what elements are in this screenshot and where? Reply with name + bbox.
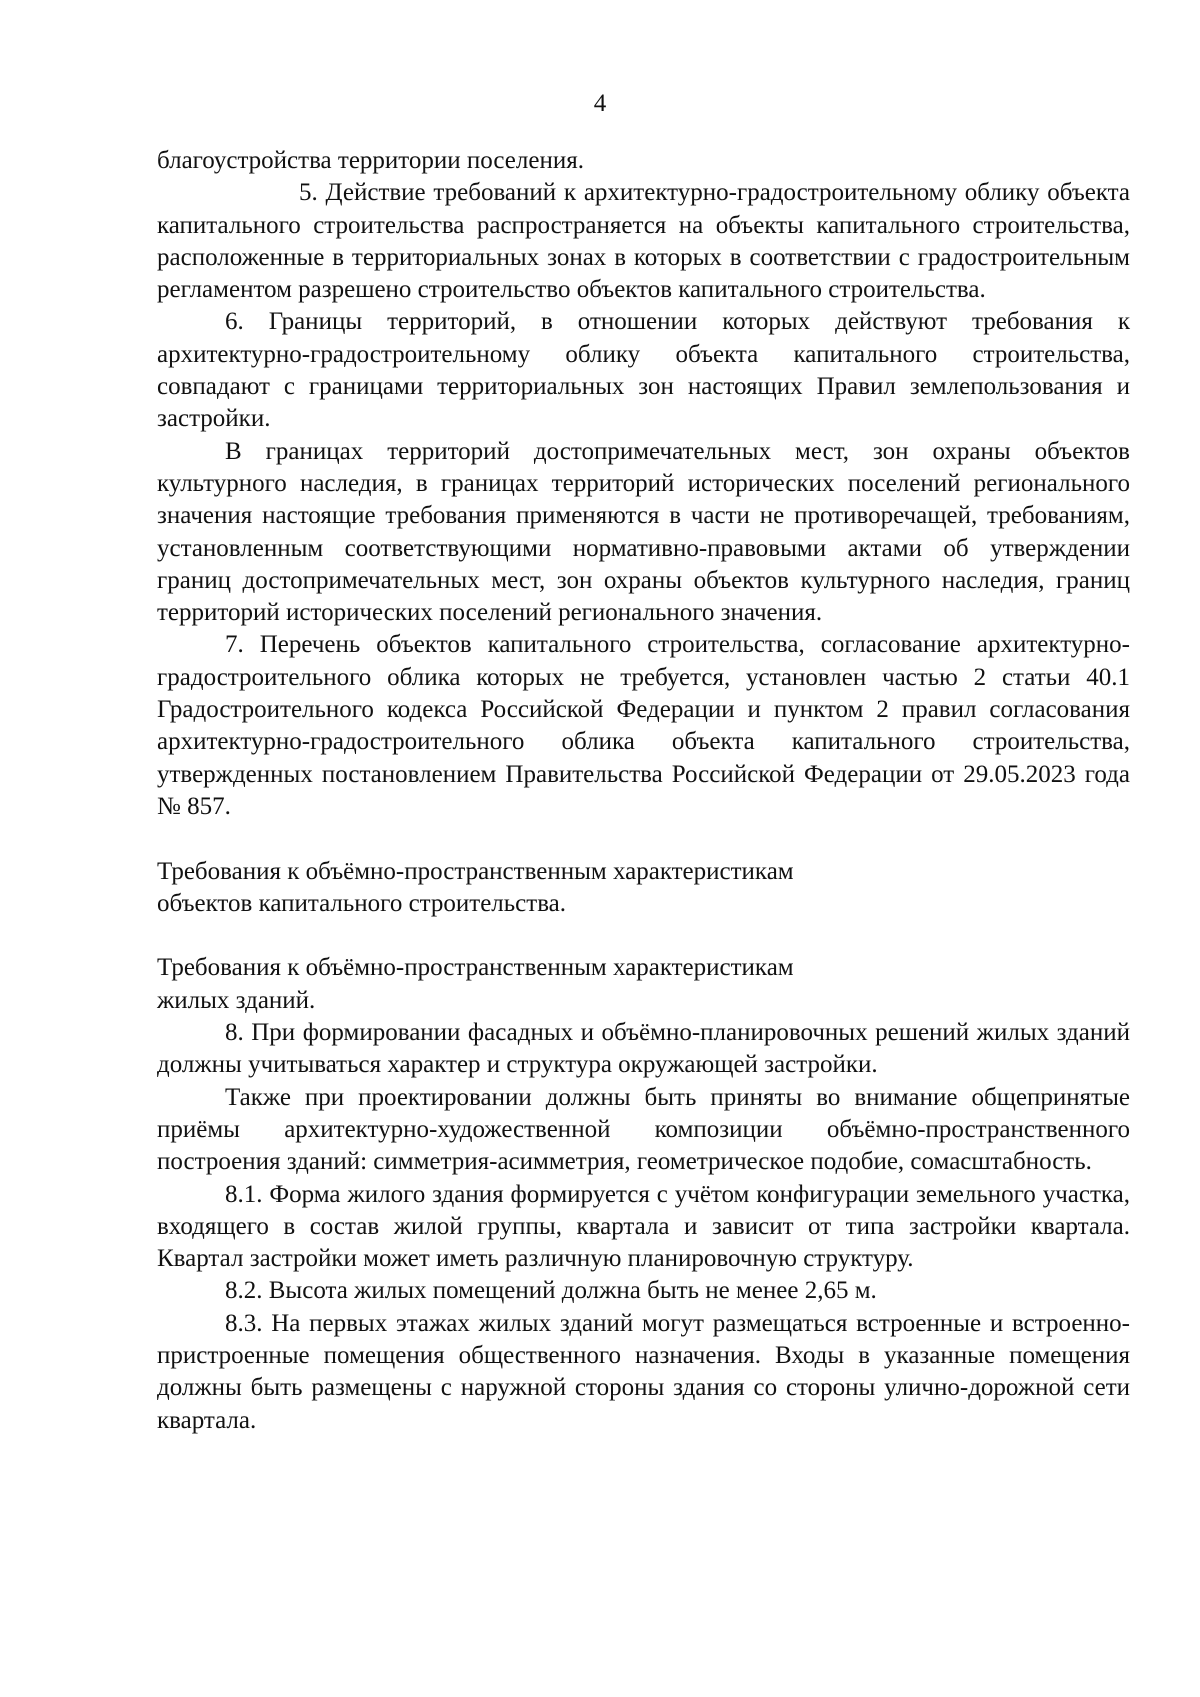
- paragraph-composition: Также при проектировании должны быть приняты во внимание общепринятые приёмы архитектурно-художественной композиции объёмно-пространственного построения зданий: симметрия-асимметрия, геометрическое подобие, сомасштабность.: [157, 1083, 1130, 1176]
- page-number: 4: [593, 90, 607, 117]
- document-body: [157, 145, 1130, 1437]
- paragraph-item-8-2: 8.2. Высота жилых помещений должна быть не менее 2,65 м.: [225, 1277, 877, 1305]
- paragraph-item-5: 5. Действие требований к архитектурно-градостроительному облику объекта капитального строительства распространяется на объекты капитального строительства, расположенные в территориальных зонах в которых в соответствии с градостроительным регламентом разрешено строительство объектов капитального строительства.: [157, 179, 1130, 304]
- paragraph-continuation: благоустройства территории поселения.: [157, 147, 584, 174]
- paragraph-item-8-1: 8.1. Форма жилого здания формируется с учётом конфигурации земельного участка, входящего в состав жилой группы, квартала и зависит от типа застройки квартала. Квартал застройки может иметь различную планировочную структуру.: [157, 1180, 1130, 1273]
- paragraph-item-7: 7. Перечень объектов капитального строительства, согласование архитектурно-градостроительного облика которых не требуется, установлен частью 2 статьи 40.1 Градостроительного кодекса Российской Федерации и пунктом 2 правил согласования архитектурно-градостроительного облика объекта капитального строительства, утвержденных постановлением Правительства Российской Федерации от 29.05.2023 года № 857.: [157, 631, 1130, 820]
- section-heading-line-1: Требования к объёмно-пространственным характеристикам: [157, 857, 794, 885]
- paragraph-item-8-3: 8.3. На первых этажах жилых зданий могут размещаться встроенные и встроенно-пристроенные помещения общественного назначения. Входы в указанные помещения должны быть размещены с наружной стороны здания со стороны улично-дорожной сети квартала.: [157, 1309, 1130, 1434]
- paragraph-heritage-zones: В границах территорий достопримечательных мест, зон охраны объектов культурного наследия, в границах территорий исторических поселений регионального значения настоящие требования применяются в части не противоречащей, требованиям, установленным соответствующими нормативно-правовыми актами об утверждении границ достопримечательных мест, зон охраны объектов культурного наследия, границ территорий исторических поселений регионального значения.: [157, 437, 1130, 627]
- paragraph-item-6: 6. Границы территорий, в отношении которых действуют требования к архитектурно-градостроительному облику объекта капитального строительства, совпадают с границами территориальных зон настоящих Правил землепользования и застройки.: [157, 308, 1130, 433]
- section-heading-line-2: объектов капитального строительства.: [157, 889, 567, 917]
- paragraph-item-8: 8. При формировании фасадных и объёмно-планировочных решений жилых зданий должны учитываться характер и структура окружающей застройки.: [157, 1019, 1130, 1079]
- subsection-heading-line-2: жилых зданий.: [157, 986, 316, 1014]
- subsection-heading-line-1: Требования к объёмно-пространственным характеристикам: [157, 954, 794, 982]
